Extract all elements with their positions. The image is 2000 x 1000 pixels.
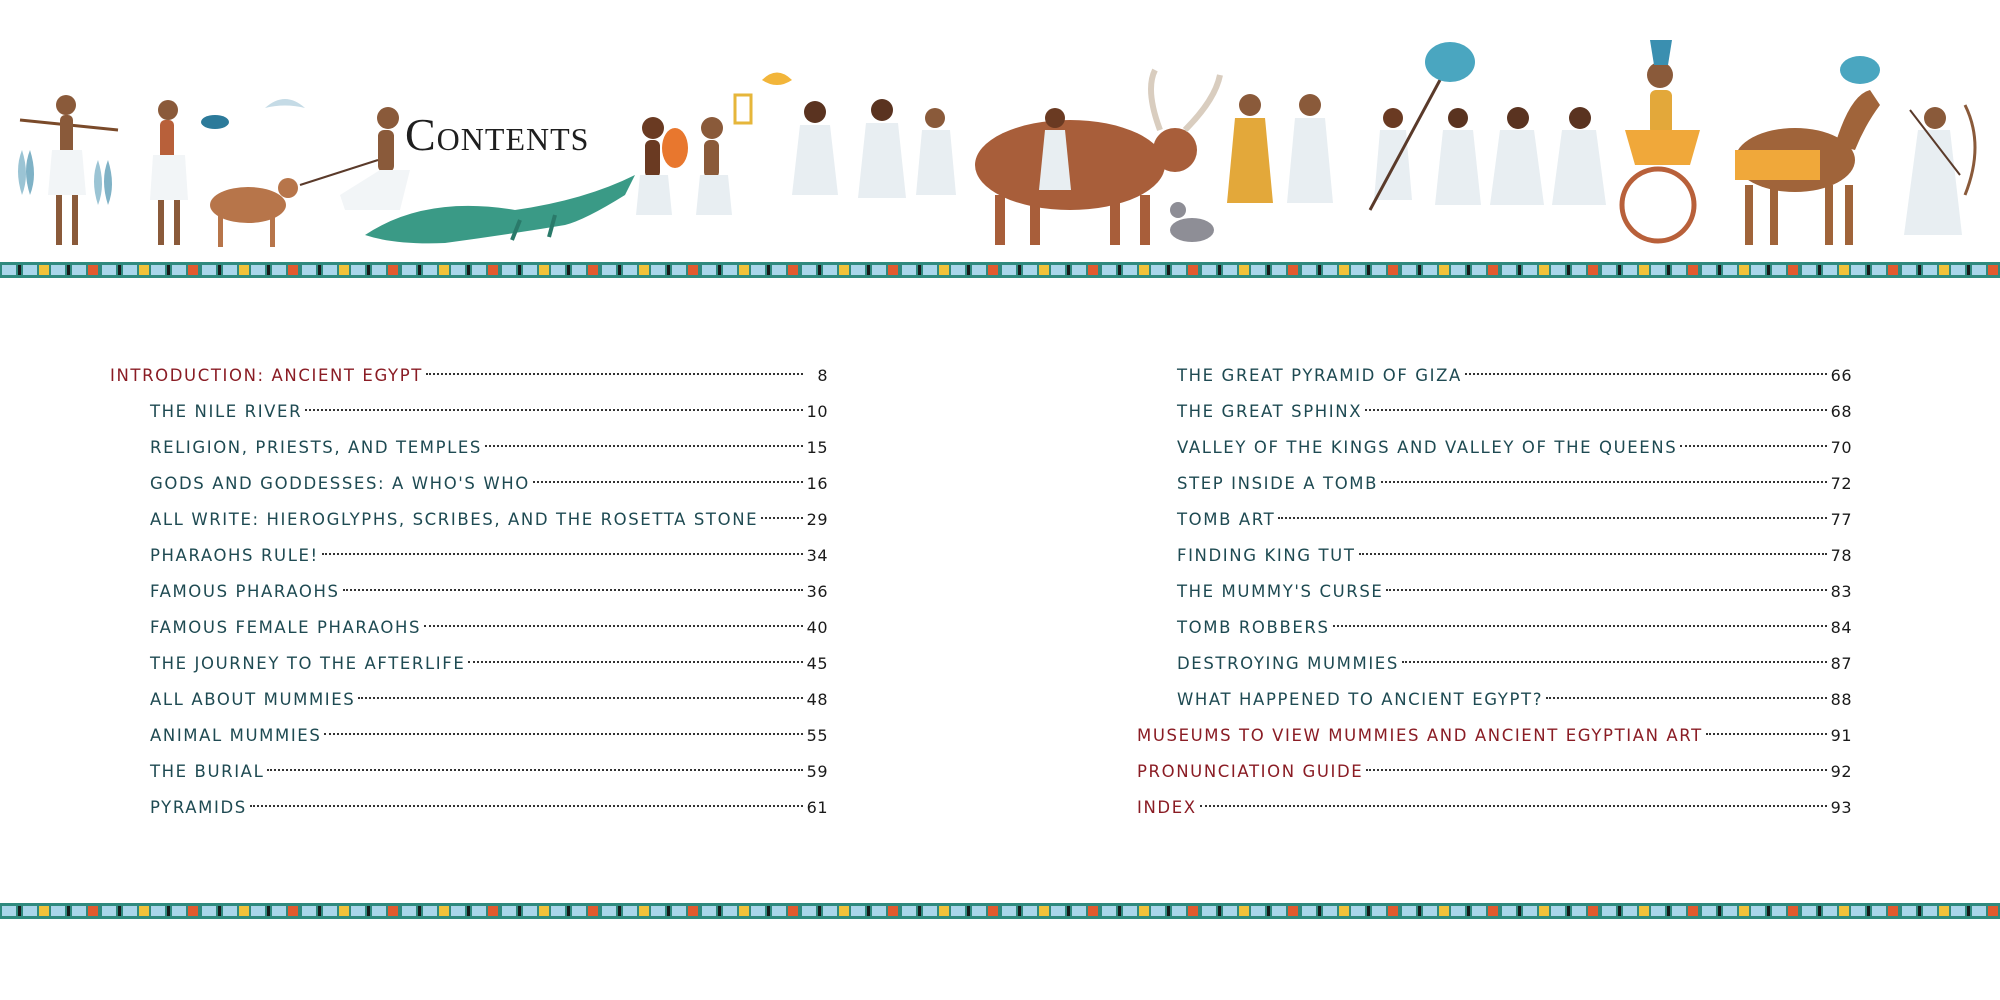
dot-leader <box>1465 373 1827 375</box>
toc-entry-title: PRONUNCIATION GUIDE <box>1137 762 1364 781</box>
procession-group-left <box>636 73 956 216</box>
toc-entry[interactable] <box>1137 358 1852 394</box>
toc-page-number: 87 <box>1830 654 1852 673</box>
toc-entry[interactable] <box>1137 610 1852 646</box>
toc-entry[interactable] <box>110 718 828 754</box>
toc-entry[interactable] <box>110 682 828 718</box>
toc-page-number: 84 <box>1830 618 1852 637</box>
dot-leader <box>761 517 803 519</box>
toc-page-number: 68 <box>1830 402 1852 421</box>
toc-entry-title: WHAT HAPPENED TO ANCIENT EGYPT? <box>1177 690 1544 709</box>
toc-page-number: 34 <box>806 546 828 565</box>
toc-entry[interactable] <box>110 394 828 430</box>
toc-entry[interactable] <box>110 502 828 538</box>
decorative-border-top <box>0 262 2000 278</box>
dot-leader <box>358 697 803 699</box>
offering-bearer-figure <box>150 100 229 245</box>
toc-entry-title: VALLEY OF THE KINGS AND VALLEY OF THE QUEENS <box>1177 438 1678 457</box>
toc-entry-title: TOMB ROBBERS <box>1177 618 1330 637</box>
toc-entry-title: THE GREAT PYRAMID OF GIZA <box>1177 366 1462 385</box>
toc-entry-title: PYRAMIDS <box>150 798 247 817</box>
toc-entry-title: THE MUMMY'S CURSE <box>1177 582 1384 601</box>
toc-page-number: 59 <box>806 762 828 781</box>
toc-page-number: 8 <box>817 366 828 385</box>
dot-leader <box>1278 517 1827 519</box>
page-title: Contents <box>405 109 590 160</box>
toc-entry[interactable] <box>110 646 828 682</box>
dot-leader <box>485 445 803 447</box>
egyptian-procession-illustration <box>0 0 2000 270</box>
toc-entry[interactable] <box>1137 538 1852 574</box>
toc-page-number: 55 <box>806 726 828 745</box>
toc-entry-title: THE BURIAL <box>150 762 265 781</box>
toc-entry-title: RELIGION, PRIESTS, AND TEMPLES <box>150 438 483 457</box>
dot-leader <box>424 625 803 627</box>
toc-entry-title: FAMOUS FEMALE PHARAOHS <box>150 618 422 637</box>
toc-page-number: 78 <box>1830 546 1852 565</box>
toc-entry-title: THE GREAT SPHINX <box>1177 402 1363 421</box>
toc-entry[interactable] <box>110 466 828 502</box>
chariot-figure <box>1622 40 1880 245</box>
toc-page-number: 16 <box>806 474 828 493</box>
dot-leader <box>322 553 803 555</box>
toc-entry-title: MUSEUMS TO VIEW MUMMIES AND ANCIENT EGYPTIAN ART <box>1137 726 1703 745</box>
toc-entry[interactable] <box>110 430 828 466</box>
toc-entry[interactable] <box>1137 430 1852 466</box>
dot-leader <box>533 481 803 483</box>
toc-page-number: 92 <box>1830 762 1852 781</box>
goat-figure <box>210 178 298 247</box>
toc-page-number: 61 <box>806 798 828 817</box>
toc-entry[interactable] <box>110 610 828 646</box>
toc-entry[interactable] <box>1137 574 1852 610</box>
toc-page-number: 29 <box>806 510 828 529</box>
toc-page-number: 36 <box>806 582 828 601</box>
toc-entry[interactable] <box>1137 682 1852 718</box>
toc-entry-title: TOMB ART <box>1177 510 1276 529</box>
dot-leader <box>1333 625 1827 627</box>
toc-entry[interactable] <box>1137 394 1852 430</box>
dot-leader <box>1200 805 1827 807</box>
toc-entry[interactable] <box>110 754 828 790</box>
toc-entry-title: FAMOUS PHARAOHS <box>150 582 340 601</box>
toc-page-number: 48 <box>806 690 828 709</box>
toc-entry[interactable] <box>110 358 828 394</box>
dot-leader <box>250 805 803 807</box>
toc-page-number: 45 <box>806 654 828 673</box>
dot-leader <box>343 589 803 591</box>
dot-leader <box>426 373 803 375</box>
toc-entry[interactable] <box>110 538 828 574</box>
toc-page-number: 93 <box>1830 798 1852 817</box>
toc-page-number: 40 <box>806 618 828 637</box>
archer-figure <box>1904 105 1975 235</box>
toc-entry[interactable] <box>1137 754 1852 790</box>
dot-leader <box>1546 697 1827 699</box>
toc-entry[interactable] <box>1137 718 1852 754</box>
toc-entry-title: PHARAOHS RULE! <box>150 546 319 565</box>
toc-entry[interactable] <box>1137 466 1852 502</box>
dot-leader <box>1366 769 1827 771</box>
dot-leader <box>1365 409 1827 411</box>
toc-page-number: 15 <box>806 438 828 457</box>
toc-entry-title: THE JOURNEY TO THE AFTERLIFE <box>150 654 466 673</box>
toc-entry-title: INDEX <box>1137 798 1197 817</box>
herder-figure <box>300 107 410 210</box>
cat-figure <box>1170 202 1214 242</box>
ox-figure <box>975 70 1220 245</box>
toc-left-column <box>110 358 828 826</box>
dot-leader <box>1402 661 1827 663</box>
dot-leader <box>324 733 803 735</box>
toc-page-number: 77 <box>1830 510 1852 529</box>
toc-entry[interactable] <box>110 574 828 610</box>
toc-page-number: 91 <box>1830 726 1852 745</box>
toc-entry-title: THE NILE RIVER <box>150 402 303 421</box>
toc-page-number: 70 <box>1830 438 1852 457</box>
toc-entry[interactable] <box>1137 646 1852 682</box>
toc-right-column <box>1137 358 1852 826</box>
dot-leader <box>267 769 803 771</box>
bird-icon <box>265 99 305 108</box>
toc-page-number: 66 <box>1830 366 1852 385</box>
dot-leader <box>1706 733 1827 735</box>
dot-leader <box>1359 553 1827 555</box>
toc-entry[interactable] <box>1137 790 1852 826</box>
dot-leader <box>1381 481 1827 483</box>
toc-entry-title: STEP INSIDE A TOMB <box>1177 474 1379 493</box>
toc-page-number: 72 <box>1830 474 1852 493</box>
fisherman-figure <box>18 95 118 245</box>
decorative-border-bottom <box>0 903 2000 919</box>
procession-group-right <box>1227 42 1606 210</box>
toc-entry-title: FINDING KING TUT <box>1177 546 1356 565</box>
toc-page-number: 88 <box>1830 690 1852 709</box>
dot-leader <box>1680 445 1827 447</box>
toc-page-number: 10 <box>806 402 828 421</box>
dot-leader <box>468 661 803 663</box>
dot-leader <box>305 409 803 411</box>
toc-entry-title: ALL WRITE: HIEROGLYPHS, SCRIBES, AND THE ROSETTA STONE <box>150 510 759 529</box>
toc-entry[interactable] <box>1137 502 1852 538</box>
toc-entry-title: DESTROYING MUMMIES <box>1177 654 1399 673</box>
toc-entry[interactable] <box>110 790 828 826</box>
dot-leader <box>1386 589 1827 591</box>
toc-entry-title: INTRODUCTION: ANCIENT EGYPT <box>110 366 423 385</box>
toc-page-number: 83 <box>1830 582 1852 601</box>
toc-entry-title: ANIMAL MUMMIES <box>150 726 322 745</box>
toc-entry-title: ALL ABOUT MUMMIES <box>150 690 356 709</box>
toc-entry-title: GODS AND GODDESSES: A WHO'S WHO <box>150 474 530 493</box>
